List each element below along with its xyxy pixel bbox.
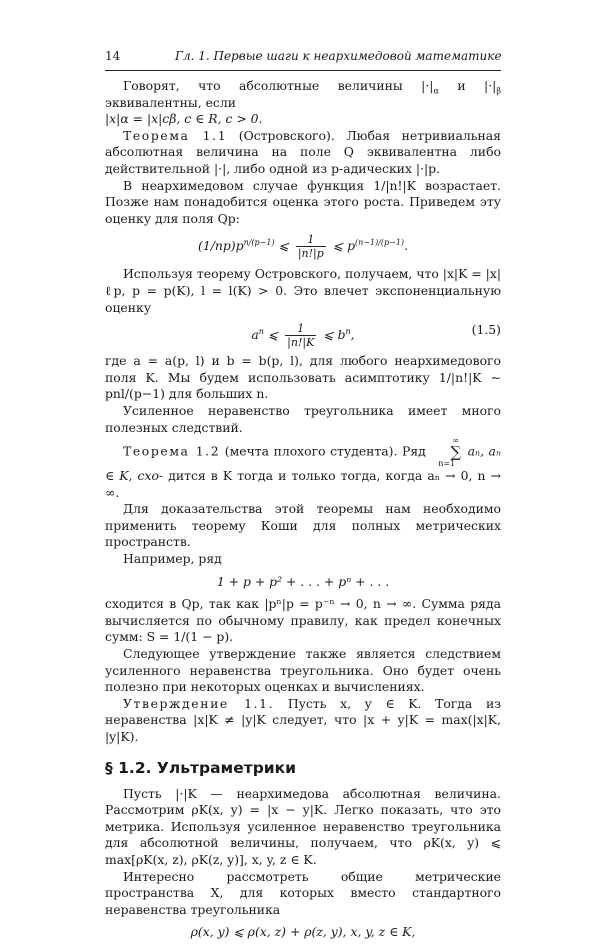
- summation-symbol: ∞ ∑ n=1: [438, 436, 462, 469]
- paragraph-ostrowski-usage: Используя теорему Островского, получаем, что |x|K = |x|ℓp, p = p(K), l = l(K) > 0. Это влечет экспоненциальную оценку: [105, 266, 501, 315]
- fraction: $\frac{1}{|n!|p}$: [297, 233, 324, 261]
- equation-geometric-series: 1 + p + p² + . . . + pⁿ + . . .: [216, 573, 390, 589]
- equivalence-condition: |x|α = |x|cβ, c ∈ R, c > 0.: [105, 111, 263, 127]
- theorem-label: Теорема 1.1: [123, 127, 228, 143]
- paragraph-consequences: Усиленное неравенство треугольника имеет много полезных следствий.: [105, 402, 501, 435]
- section-heading: § 1.2. Ультраметрики: [105, 758, 297, 777]
- page-body: [105, 78, 501, 947]
- page-number: 14: [105, 49, 121, 63]
- paragraph-next-statement: Следующее утверждение также является следствием усиленного неравенства треугольника. Оно будет очень полезно при некоторых оценках и вычислениях.: [105, 646, 501, 695]
- paragraph-ultrametric: Пусть |·|K — неархимедова абсолютная величина. Рассмотрим ρK(x, y) = |x − y|K. Легко показать, что это метрика. Используя усиленное неравенство треугольника для абсолютной величины, получаем, что ρK(x, y) ⩽ max[ρK(x, z), ρK(z, y)], x, y, z ∈ K.: [105, 785, 501, 867]
- chapter-title: Гл. 1. Первые шаги к неархимедовой математике: [175, 49, 502, 63]
- paragraph-asymptotics: где a = a(p, l) и b = b(p, l), для любого неархимедового поля K. Мы будем использовать асимптотику 1/|n!|K ∼ pnl/(p−1) для больших n.: [105, 353, 501, 402]
- theorem-label: Теорема 1.2: [123, 443, 221, 459]
- paragraph-convergence: сходится в Qp, так как |pⁿ|p = p⁻ⁿ → 0, n → ∞. Сумма ряда вычисляется по обычному правилу, как предел конечных сумм: S = 1/(1 − p).: [105, 596, 501, 645]
- paragraph-equivalence: Говорят, что абсолютные величины $|\cdot|_\alpha$ и $|\cdot|_\beta$ эквивалентны, если: [105, 78, 501, 110]
- paragraph-metric-spaces: Интересно рассмотреть общие метрические пространства X, для которых вместо стандартного неравенства треугольника: [105, 868, 501, 917]
- paragraph-cauchy: Для доказательства этой теоремы нам необходимо применить теорему Коши для полных метрических пространств.: [105, 501, 501, 550]
- statement-label: Утверждение 1.1.: [123, 695, 275, 711]
- theorem-1-1: Теорема 1.1 (Островского). Любая нетривиальная абсолютная величина на поле Q эквивалентна либо действительной |·|, либо одной из p-адических |·|p.: [105, 127, 501, 176]
- paragraph-example: Например, ряд: [123, 551, 222, 567]
- equation-1-5: $a^n$ ⩽ $\frac{1}{|n!|K}$ ⩽ $b^n$, (1.5): [251, 322, 501, 350]
- equation-number: (1.5): [471, 322, 501, 338]
- header-rule: [105, 70, 501, 71]
- fraction: $\frac{1}{|n!|K}$: [287, 322, 315, 350]
- equation-triangle-inequality: ρ(x, y) ⩽ ρ(x, z) + ρ(z, y), x, y, z ∈ K,: [190, 924, 416, 940]
- statement-1-1: Утверждение 1.1. Пусть x, y ∈ K. Тогда из неравенства |x|K ≠ |y|K следует, что |x + y|K = max(|x|K, |y|K).: [105, 695, 501, 744]
- theorem-1-2: Теорема 1.2 (мечта плохого студента). Ряд ∞ ∑ n=1 aₙ, aₙ ∈ K, схо- дится в K тогда и только тогда, когда aₙ → 0, n → ∞.: [105, 436, 501, 500]
- equation-factorial-estimate: $(1/np)p^{n/(p-1)}$ ⩽ $\frac{1}{|n!|p}$ ⩽ $p^{(n-1)/(p-1)}$.: [197, 233, 409, 261]
- paragraph-factorial-growth: В неархимедовом случае функция 1/|n!|K возрастает. Позже нам понадобится оценка этого роста. Приведем эту оценку для поля Qp:: [105, 177, 501, 226]
